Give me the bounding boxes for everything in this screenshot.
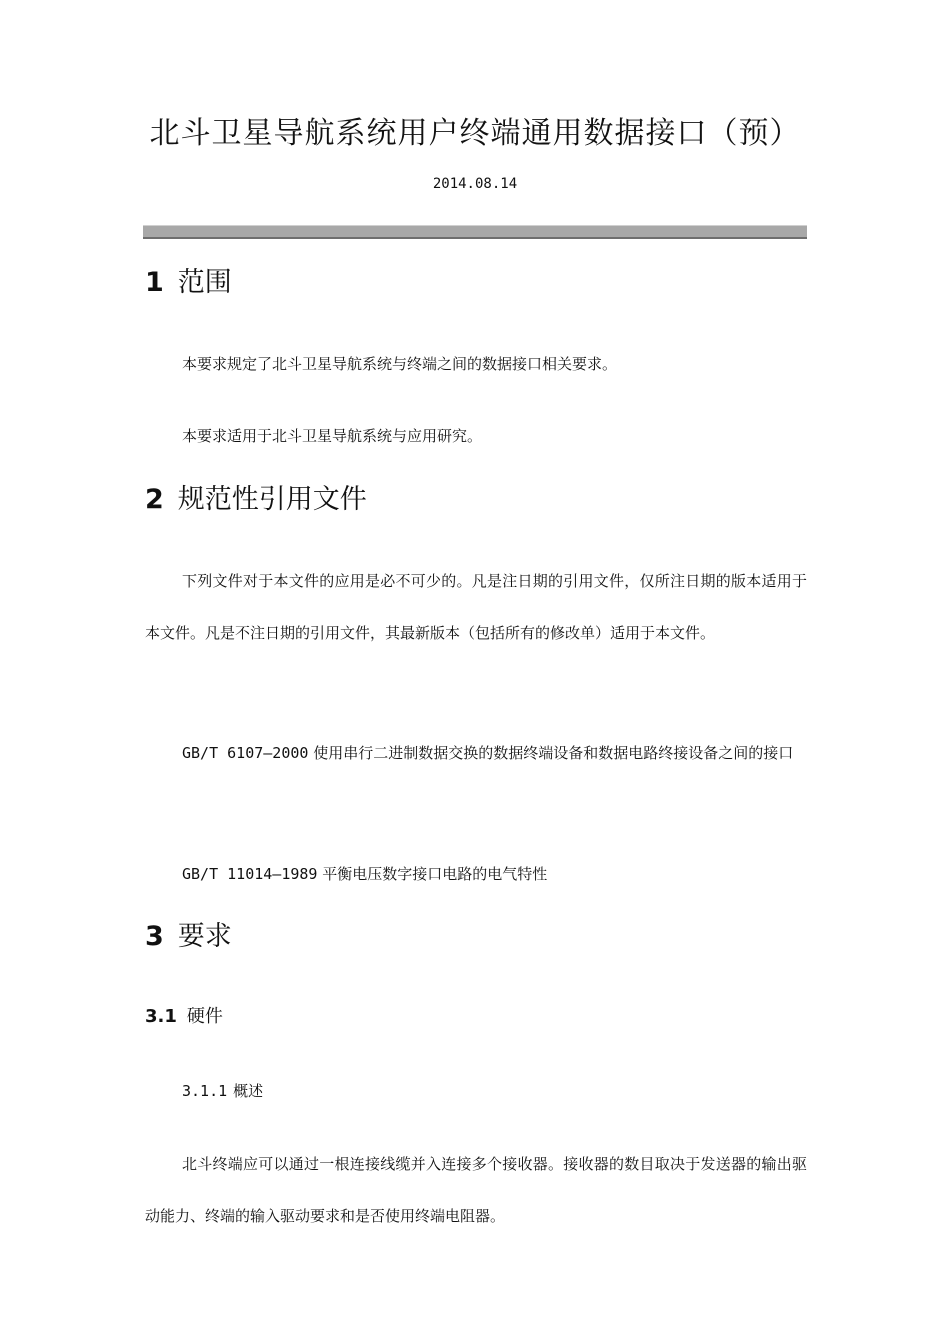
paragraph: 下列文件对于本文件的应用是必不可少的。凡是注日期的引用文件，仅所注日期的版本适用于本文件。凡是不注日期的引用文件，其最新版本（包括所有的修改单）适用于本文件。 xyxy=(145,572,807,642)
paragraph: 本要求规定了北斗卫星导航系统与终端之间的数据接口相关要求。 xyxy=(182,355,618,373)
section-number: 2 xyxy=(145,484,164,515)
reference-code: GB/T 6107—2000 xyxy=(182,744,309,762)
document-date: 2014.08.14 xyxy=(432,176,518,192)
subsubsection-title: 概述 xyxy=(233,1082,264,1100)
section-2-heading xyxy=(145,477,367,516)
section-title: 要求 xyxy=(177,921,232,952)
reference-title: 使用串行二进制数据交换的数据终端设备和数据电路终接设备之间的接口 xyxy=(313,744,794,762)
subsection-title: 硬件 xyxy=(186,1006,223,1027)
paragraph: 北斗终端应可以通过一根连接线缆并入连接多个接收器。接收器的数目取决于发送器的输出驱动能力、终端的输入驱动要求和是否使用终端电阻器。 xyxy=(145,1155,807,1225)
document-title: 北斗卫星导航系统用户终端通用数据接口（预） xyxy=(149,116,801,151)
section-number: 1 xyxy=(145,267,164,298)
section-title: 范围 xyxy=(177,267,232,298)
paragraph: 本要求适用于北斗卫星导航系统与应用研究。 xyxy=(182,427,483,445)
reference-item xyxy=(145,848,807,900)
reference-code: GB/T 11014—1989 xyxy=(182,865,318,883)
section-3-heading xyxy=(145,914,232,953)
reference-item xyxy=(145,727,807,779)
section-title: 规范性引用文件 xyxy=(177,484,367,515)
subsubsection-heading xyxy=(182,1080,263,1101)
section-number: 3 xyxy=(145,921,164,952)
subsection-number: 3.1 xyxy=(145,1006,177,1027)
header-divider xyxy=(143,225,807,239)
reference-title: 平衡电压数字接口电路的电气特性 xyxy=(322,865,548,883)
subsection-heading xyxy=(145,1002,223,1028)
subsubsection-number: 3.1.1 xyxy=(182,1082,228,1100)
section-1-heading xyxy=(145,260,232,299)
